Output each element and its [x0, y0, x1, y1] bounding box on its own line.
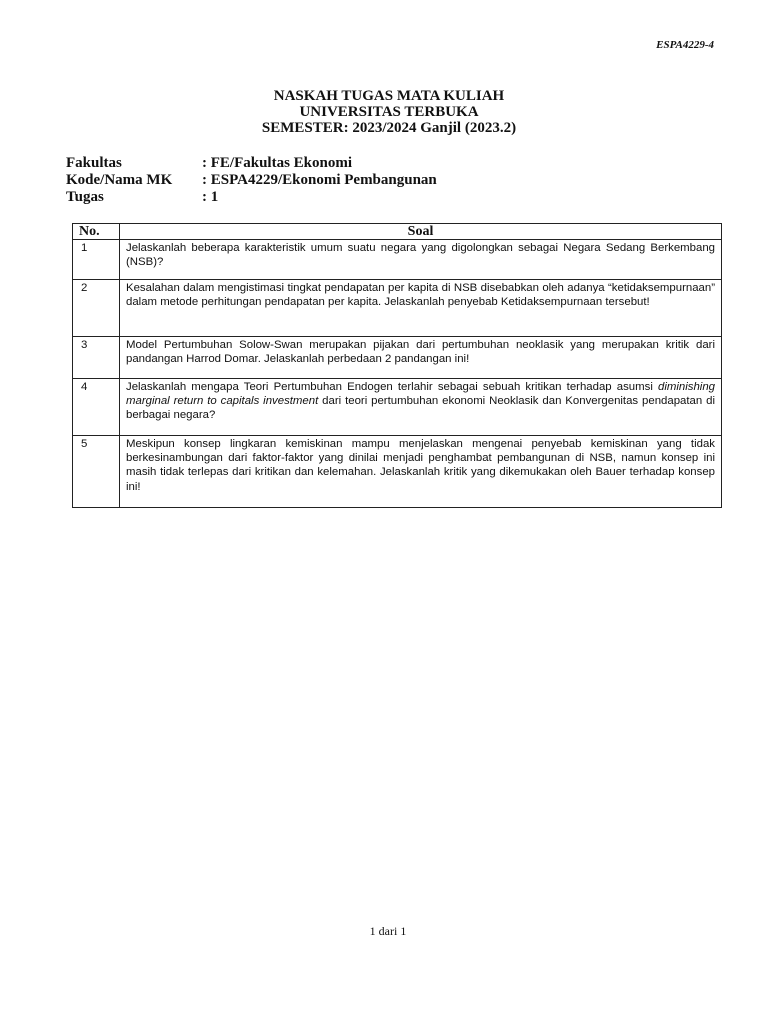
faculty-value: : FE/Fakultas Ekonomi: [202, 155, 353, 171]
title-line-3: SEMESTER: 2023/2024 Ganjil (2023.2): [261, 120, 517, 136]
table-header-row: [73, 224, 722, 240]
table-row: [73, 436, 722, 508]
question-number: 4: [73, 379, 120, 436]
course-info: [66, 155, 437, 206]
question-text: [120, 379, 722, 436]
question-number: 2: [73, 280, 120, 337]
header-no: No.: [73, 224, 120, 240]
question-text: Model Pertumbuhan Solow-Swan merupakan pijakan dari pertumbuhan neoklasik yang merupakan kritik dari pandangan Harrod Domar. Jelaskanlah perbedaan 2 pandangan ini!: [120, 337, 722, 379]
table-row: [73, 337, 722, 379]
assignment-row: [66, 189, 437, 206]
course-label: Kode/Nama MK: [66, 172, 173, 188]
question-text-part: dari teori pertumbuhan ekonomi Neoklasik dan Konvergenitas pendapatan di berbagai negara?: [126, 395, 715, 422]
course-row: [66, 172, 437, 189]
header-soal: Soal: [120, 224, 722, 240]
document-code: ESPA4229-4: [656, 39, 714, 51]
question-number: 3: [73, 337, 120, 379]
question-text-part: Jelaskanlah mengapa Teori Pertumbuhan Endogen terlahir sebagai sebuah kritikan terhadap asumsi: [126, 381, 659, 393]
questions-table: [72, 223, 722, 508]
question-text: Meskipun konsep lingkaran kemiskinan mampu menjelaskan mengenai penyebab kemiskinan yang tidak berkesinambungan dari faktor-faktor yang dinilai menjadi penghambat pembangunan di NSB, namun konsep ini masih tidak terlepas dari kritikan dan kelemahan. Jelaskanlah kritik yang dikemukakan oleh Bauer terhadap konsep ini!: [120, 436, 722, 508]
question-number: 1: [73, 240, 120, 280]
table-row: [73, 280, 722, 337]
page-number: 1 dari 1: [369, 924, 407, 938]
title-line-1: NASKAH TUGAS MATA KULIAH: [273, 88, 505, 104]
document-title: [0, 88, 768, 136]
question-number: 5: [73, 436, 120, 508]
assignment-label: Tugas: [66, 189, 104, 205]
question-text-italic: diminishing marginal return to capitals investment: [126, 381, 715, 408]
assignment-value: : 1: [202, 189, 219, 205]
question-text: Jelaskanlah beberapa karakteristik umum suatu negara yang digolongkan sebagai Negara Sedang Berkembang (NSB)?: [120, 240, 722, 280]
faculty-label: Fakultas: [66, 155, 122, 171]
course-value: : ESPA4229/Ekonomi Pembangunan: [202, 172, 437, 188]
table-row: [73, 240, 722, 280]
question-text: Kesalahan dalam mengistimasi tingkat pendapatan per kapita di NSB disebabkan oleh adanya “ketidaksempurnaan” dalam metode perhitungan pendapatan per kapita. Jelaskanlah penyebab Ketidaksempurnaan tersebut!: [120, 280, 722, 337]
table-row: [73, 379, 722, 436]
title-line-2: UNIVERSITAS TERBUKA: [299, 104, 479, 120]
faculty-row: [66, 155, 437, 172]
